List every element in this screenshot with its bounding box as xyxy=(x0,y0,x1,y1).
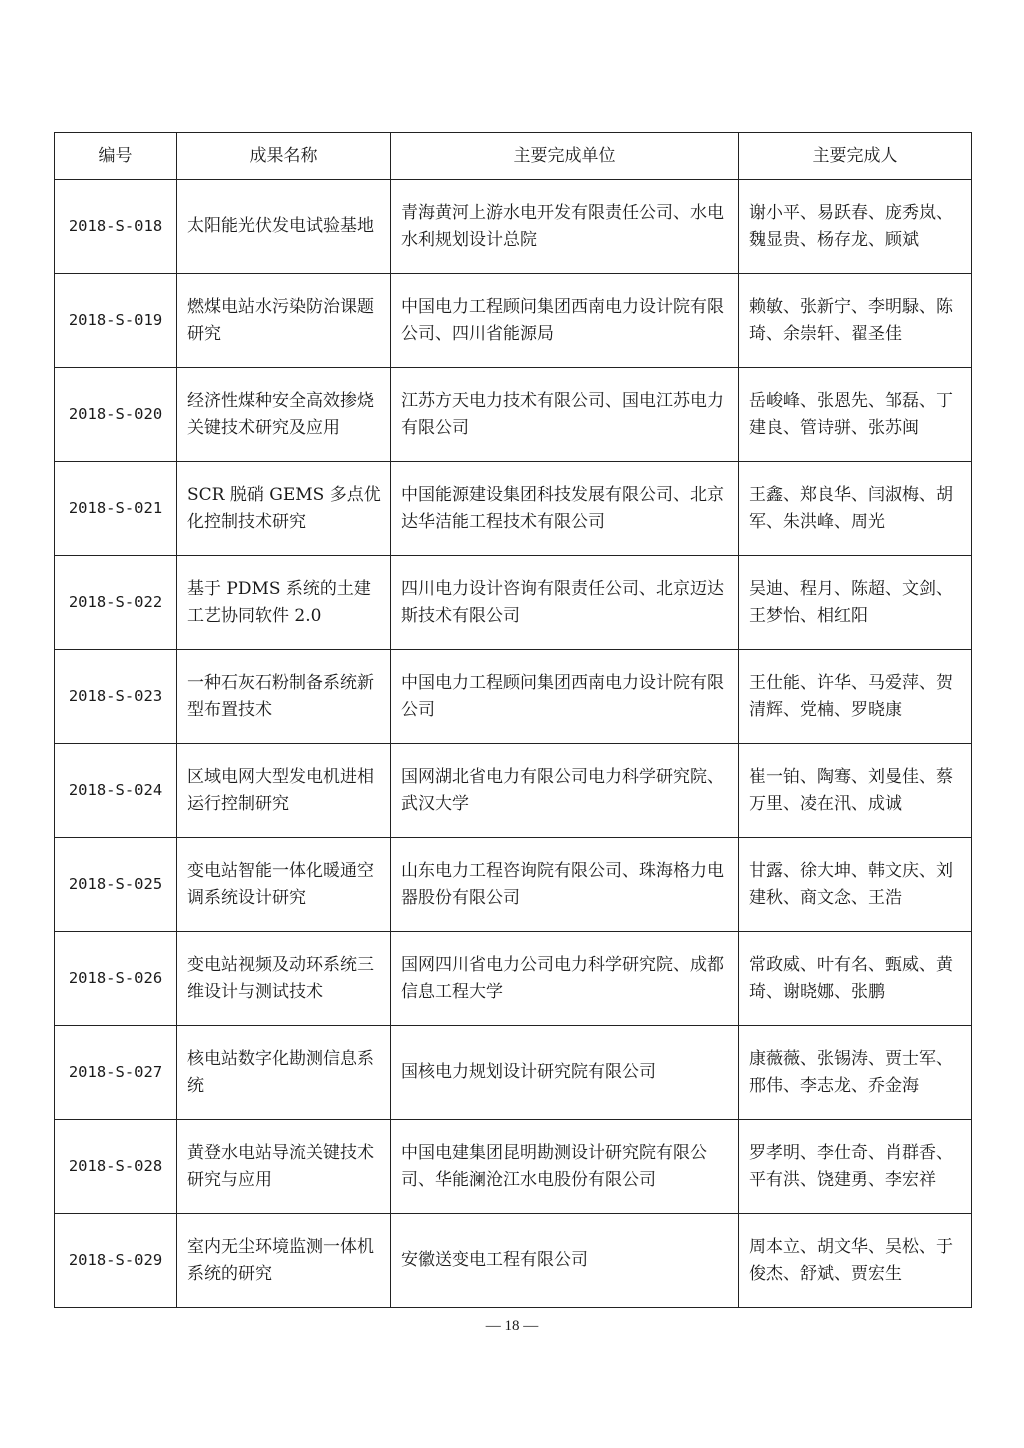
cell-name: 区域电网大型发电机进相运行控制研究 xyxy=(177,744,391,838)
cell-people: 赖敏、张新宁、李明騄、陈琦、余崇轩、翟圣佳 xyxy=(739,274,972,368)
cell-people: 罗孝明、李仕奇、肖群香、平有洪、饶建勇、李宏祥 xyxy=(739,1120,972,1214)
cell-name: 燃煤电站水污染防治课题研究 xyxy=(177,274,391,368)
cell-unit: 山东电力工程咨询院有限公司、珠海格力电器股份有限公司 xyxy=(391,838,739,932)
table-row xyxy=(55,932,972,1026)
header-people: 主要完成人 xyxy=(739,133,972,180)
table-row xyxy=(55,1026,972,1120)
table-row xyxy=(55,274,972,368)
cell-unit: 国核电力规划设计研究院有限公司 xyxy=(391,1026,739,1120)
cell-id: 2018-S-024 xyxy=(55,744,177,838)
cell-name: 变电站视频及动环系统三维设计与测试技术 xyxy=(177,932,391,1026)
cell-id: 2018-S-027 xyxy=(55,1026,177,1120)
header-id: 编号 xyxy=(55,133,177,180)
cell-people: 王仕能、许华、马爱萍、贺清辉、党楠、罗晓康 xyxy=(739,650,972,744)
table-row xyxy=(55,1120,972,1214)
cell-people: 谢小平、易跃春、庞秀岚、魏显贵、杨存龙、顾斌 xyxy=(739,180,972,274)
cell-unit: 中国电建集团昆明勘测设计研究院有限公司、华能澜沧江水电股份有限公司 xyxy=(391,1120,739,1214)
table-row xyxy=(55,368,972,462)
table-row xyxy=(55,650,972,744)
cell-name: 室内无尘环境监测一体机系统的研究 xyxy=(177,1214,391,1308)
cell-people: 吴迪、程月、陈超、文剑、王梦怡、相红阳 xyxy=(739,556,972,650)
cell-unit: 四川电力设计咨询有限责任公司、北京迈达斯技术有限公司 xyxy=(391,556,739,650)
table-row xyxy=(55,556,972,650)
table-row xyxy=(55,462,972,556)
cell-name: 太阳能光伏发电试验基地 xyxy=(177,180,391,274)
cell-id: 2018-S-025 xyxy=(55,838,177,932)
cell-unit: 国网四川省电力公司电力科学研究院、成都信息工程大学 xyxy=(391,932,739,1026)
cell-id: 2018-S-028 xyxy=(55,1120,177,1214)
cell-people: 王鑫、郑良华、闫淑梅、胡军、朱洪峰、周光 xyxy=(739,462,972,556)
cell-id: 2018-S-022 xyxy=(55,556,177,650)
cell-name: 经济性煤种安全高效掺烧关键技术研究及应用 xyxy=(177,368,391,462)
cell-unit: 中国电力工程顾问集团西南电力设计院有限公司 xyxy=(391,650,739,744)
cell-people: 崔一铂、陶骞、刘曼佳、蔡万里、凌在汛、成诚 xyxy=(739,744,972,838)
cell-unit: 中国能源建设集团科技发展有限公司、北京达华洁能工程技术有限公司 xyxy=(391,462,739,556)
cell-unit: 江苏方天电力技术有限公司、国电江苏电力有限公司 xyxy=(391,368,739,462)
cell-id: 2018-S-023 xyxy=(55,650,177,744)
cell-name: 一种石灰石粉制备系统新型布置技术 xyxy=(177,650,391,744)
header-name: 成果名称 xyxy=(177,133,391,180)
header-unit: 主要完成单位 xyxy=(391,133,739,180)
cell-id: 2018-S-020 xyxy=(55,368,177,462)
cell-people: 甘露、徐大坤、韩文庆、刘建秋、商文念、王浩 xyxy=(739,838,972,932)
cell-unit: 国网湖北省电力有限公司电力科学研究院、武汉大学 xyxy=(391,744,739,838)
table-row xyxy=(55,180,972,274)
table-row xyxy=(55,1214,972,1308)
table-row xyxy=(55,838,972,932)
table-header-row xyxy=(55,133,972,180)
cell-people: 周本立、胡文华、吴松、于俊杰、舒斌、贾宏生 xyxy=(739,1214,972,1308)
cell-id: 2018-S-021 xyxy=(55,462,177,556)
cell-id: 2018-S-019 xyxy=(55,274,177,368)
cell-name: 核电站数字化勘测信息系统 xyxy=(177,1026,391,1120)
table-row xyxy=(55,744,972,838)
page-number: — 18 — xyxy=(485,1318,539,1334)
cell-people: 岳峻峰、张恩先、邹磊、丁建良、管诗骈、张苏闽 xyxy=(739,368,972,462)
cell-id: 2018-S-018 xyxy=(55,180,177,274)
cell-name: 黄登水电站导流关键技术研究与应用 xyxy=(177,1120,391,1214)
cell-unit: 安徽送变电工程有限公司 xyxy=(391,1214,739,1308)
cell-unit: 青海黄河上游水电开发有限责任公司、水电水利规划设计总院 xyxy=(391,180,739,274)
awards-table xyxy=(54,132,972,1308)
cell-id: 2018-S-026 xyxy=(55,932,177,1026)
cell-people: 康薇薇、张锡涛、贾士军、邢伟、李志龙、乔金海 xyxy=(739,1026,972,1120)
cell-name: 基于 PDMS 系统的土建工艺协同软件 2.0 xyxy=(177,556,391,650)
cell-name: SCR 脱硝 GEMS 多点优化控制技术研究 xyxy=(177,462,391,556)
cell-id: 2018-S-029 xyxy=(55,1214,177,1308)
cell-unit: 中国电力工程顾问集团西南电力设计院有限公司、四川省能源局 xyxy=(391,274,739,368)
cell-people: 常政威、叶有名、甄威、黄琦、谢晓娜、张鹏 xyxy=(739,932,972,1026)
cell-name: 变电站智能一体化暖通空调系统设计研究 xyxy=(177,838,391,932)
